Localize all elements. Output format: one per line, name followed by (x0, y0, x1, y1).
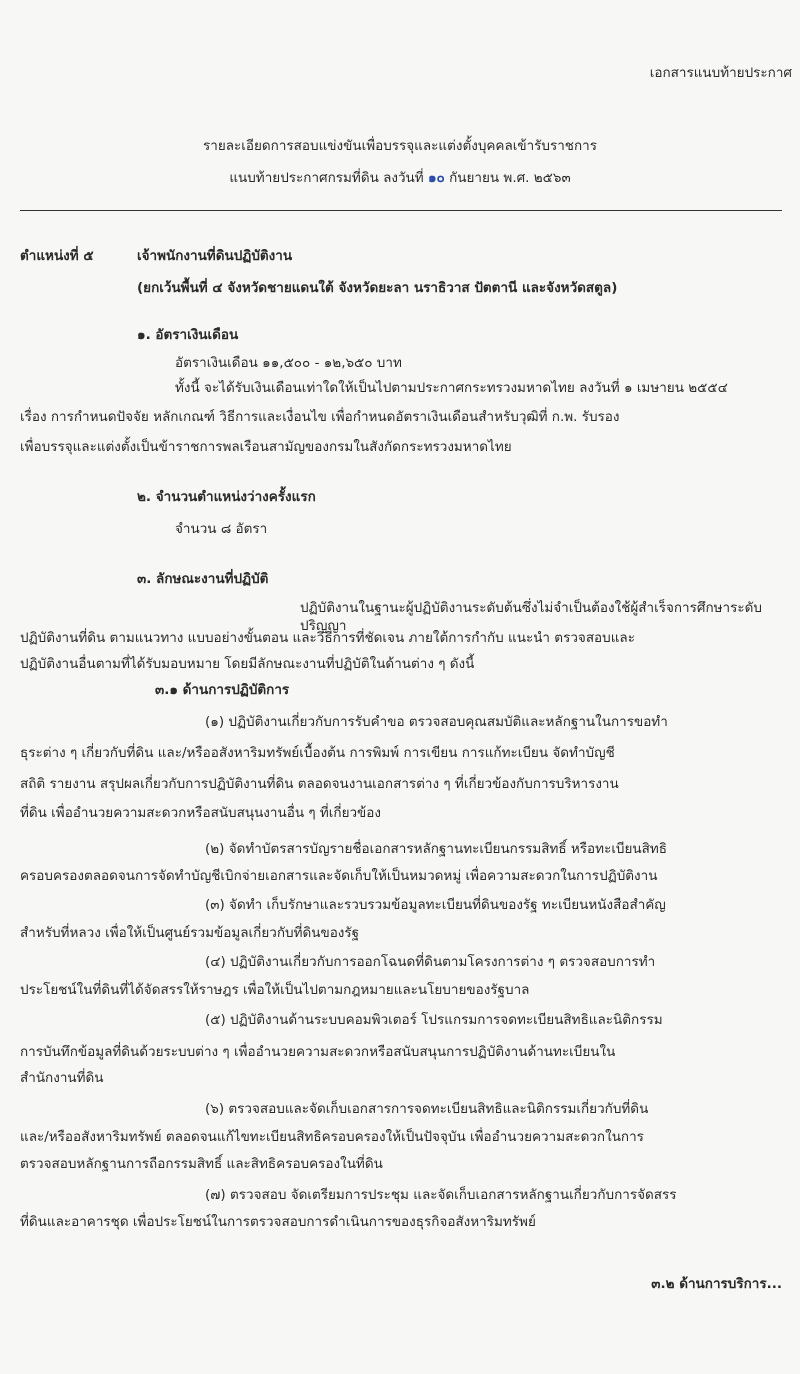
body-text-line: สถิติ รายงาน สรุปผลเกี่ยวกับการปฏิบัติงานที่ดิน ตลอดจนงานเอกสารต่าง ๆ ที่เกี่ยวข้องกับการบริหารงาน (20, 776, 619, 792)
body-text-line: สำนักงานที่ดิน (20, 1070, 104, 1086)
section-heading: ๓.๑ ด้านการปฏิบัติการ (155, 682, 290, 698)
document-subtitle (20, 169, 780, 187)
section-heading: ๑. อัตราเงินเดือน (137, 327, 239, 343)
body-text-line: ทั้งนี้ จะได้รับเงินเดือนเท่าใดให้เป็นไปตามประกาศกระทรวงมหาดไทย ลงวันที่ ๑ เมษายน ๒๕๕๔ (175, 380, 728, 396)
section-heading: ๓. ลักษณะงานที่ปฏิบัติ (137, 571, 269, 587)
body-text-line: เรื่อง การกำหนดปัจจัย หลักเกณฑ์ วิธีการและเงื่อนไข เพื่อกำหนดอัตราเงินเดือนสำหรับวุฒิที่ ก.พ. รับรอง (20, 409, 620, 425)
body-text-line: จำนวน ๘ อัตรา (175, 521, 268, 537)
body-text-line: ที่ดินและอาคารชุด เพื่อประโยชน์ในการตรวจสอบการดำเนินการของธุรกิจอสังหาริมทรัพย์ (20, 1214, 536, 1230)
body-text-line: (๑) ปฏิบัติงานเกี่ยวกับการรับคำขอ ตรวจสอบคุณสมบัติและหลักฐานในการขอทำ (205, 714, 668, 730)
body-text-line: (๔) ปฏิบัติงานเกี่ยวกับการออกโฉนดที่ดินตามโครงการต่าง ๆ ตรวจสอบการทำ (205, 954, 656, 970)
subtitle-day: ๑๐ (427, 170, 445, 186)
body-text-line: ปฏิบัติงานในฐานะผู้ปฏิบัติงานระดับต้นซึ่งไม่จำเป็นต้องใช้ผู้สำเร็จการศึกษาระดับปริญญา (300, 600, 762, 634)
body-text-line: (๓) จัดทำ เก็บรักษาและรวบรวมข้อมูลทะเบียนที่ดินของรัฐ ทะเบียนหนังสือสำคัญ (205, 897, 666, 913)
body-text-line: (๗) ตรวจสอบ จัดเตรียมการประชุม และจัดเก็บเอกสารหลักฐานเกี่ยวกับการจัดสรร (205, 1187, 677, 1203)
subtitle-suffix: กันยายน พ.ศ. ๒๕๖๓ (449, 170, 571, 186)
section-heading: ๒. จำนวนตำแหน่งว่างครั้งแรก (137, 489, 316, 505)
body-text-line: (๒) จัดทำบัตรสารบัญรายชื่อเอกสารหลักฐานทะเบียนกรรมสิทธิ์ หรือทะเบียนสิทธิ (205, 841, 668, 857)
body-text-line: การบันทึกข้อมูลที่ดินด้วยระบบต่าง ๆ เพื่ออำนวยความสะดวกหรือสนับสนุนการปฏิบัติงานด้านทะเบียนใน (20, 1044, 616, 1060)
body-text-line: สำหรับที่หลวง เพื่อให้เป็นศูนย์รวมข้อมูลเกี่ยวกับที่ดินของรัฐ (20, 925, 360, 941)
body-text-line: ครอบครองตลอดจนการจัดทำบัญชีเบิกจ่ายเอกสารและจัดเก็บให้เป็นหมวดหมู่ เพื่อความสะดวกในการปฏิบัติงาน (20, 868, 658, 884)
continuation-note: ๓.๒ ด้านการบริการ... (651, 1276, 782, 1292)
body-text-line: (๖) ตรวจสอบและจัดเก็บเอกสารการจดทะเบียนสิทธิและนิติกรรมเกี่ยวกับที่ดิน (205, 1101, 649, 1117)
body-text-line: เพื่อบรรจุและแต่งตั้งเป็นข้าราชการพลเรือนสามัญของกรมในสังกัดกระทรวงมหาดไทย (20, 439, 512, 455)
divider (20, 210, 782, 211)
position-exception: (ยกเว้นพื้นที่ ๔ จังหวัดชายแดนใต้ จังหวัดยะลา นราธิวาส ปัตตานี และจังหวัดสตูล) (137, 280, 618, 296)
body-text-line: (๕) ปฏิบัติงานด้านระบบคอมพิวเตอร์ โปรแกรมการจดทะเบียนสิทธิและนิติกรรม (205, 1012, 663, 1028)
body-text-line: ปฏิบัติงานที่ดิน ตามแนวทาง แบบอย่างขั้นตอน และวิธีการที่ชัดเจน ภายใต้การกำกับ แนะนำ ตรวจสอบและ (20, 630, 635, 646)
document-title: รายละเอียดการสอบแข่งขันเพื่อบรรจุและแต่งตั้งบุคคลเข้ารับราชการ (203, 138, 597, 154)
position-name: เจ้าพนักงานที่ดินปฏิบัติงาน (137, 248, 293, 264)
body-text-line: อัตราเงินเดือน ๑๑,๕๐๐ - ๑๒,๖๕๐ บาท (175, 355, 402, 371)
header-note: เอกสารแนบท้ายประกาศ (649, 65, 792, 81)
position-label: ตำแหน่งที่ ๕ (20, 248, 94, 264)
body-text-line: และ/หรืออสังหาริมทรัพย์ ตลอดจนแก้ไขทะเบียนสิทธิครอบครองให้เป็นปัจจุบัน เพื่ออำนวยความสะดวกในการ (20, 1129, 644, 1145)
body-text-line: ตรวจสอบหลักฐานการถือกรรมสิทธิ์ และสิทธิครอบครองในที่ดิน (20, 1156, 383, 1172)
body-text-line: ประโยชน์ในที่ดินที่ได้จัดสรรให้ราษฎร เพื่อให้เป็นไปตามกฎหมายและนโยบายของรัฐบาล (20, 982, 530, 998)
body-text-line: ที่ดิน เพื่ออำนวยความสะดวกหรือสนับสนุนงานอื่น ๆ ที่เกี่ยวข้อง (20, 805, 381, 821)
body-text-line: ปฏิบัติงานอื่นตามที่ได้รับมอบหมาย โดยมีลักษณะงานที่ปฏิบัติในด้านต่าง ๆ ดังนี้ (20, 656, 475, 672)
subtitle-prefix: แนบท้ายประกาศกรมที่ดิน ลงวันที่ (229, 170, 424, 186)
body-text-line: ธุระต่าง ๆ เกี่ยวกับที่ดิน และ/หรืออสังหาริมทรัพย์เบื้องต้น การพิมพ์ การเขียน การแก้ทะเบียน จัดทำบัญชี (20, 745, 615, 761)
